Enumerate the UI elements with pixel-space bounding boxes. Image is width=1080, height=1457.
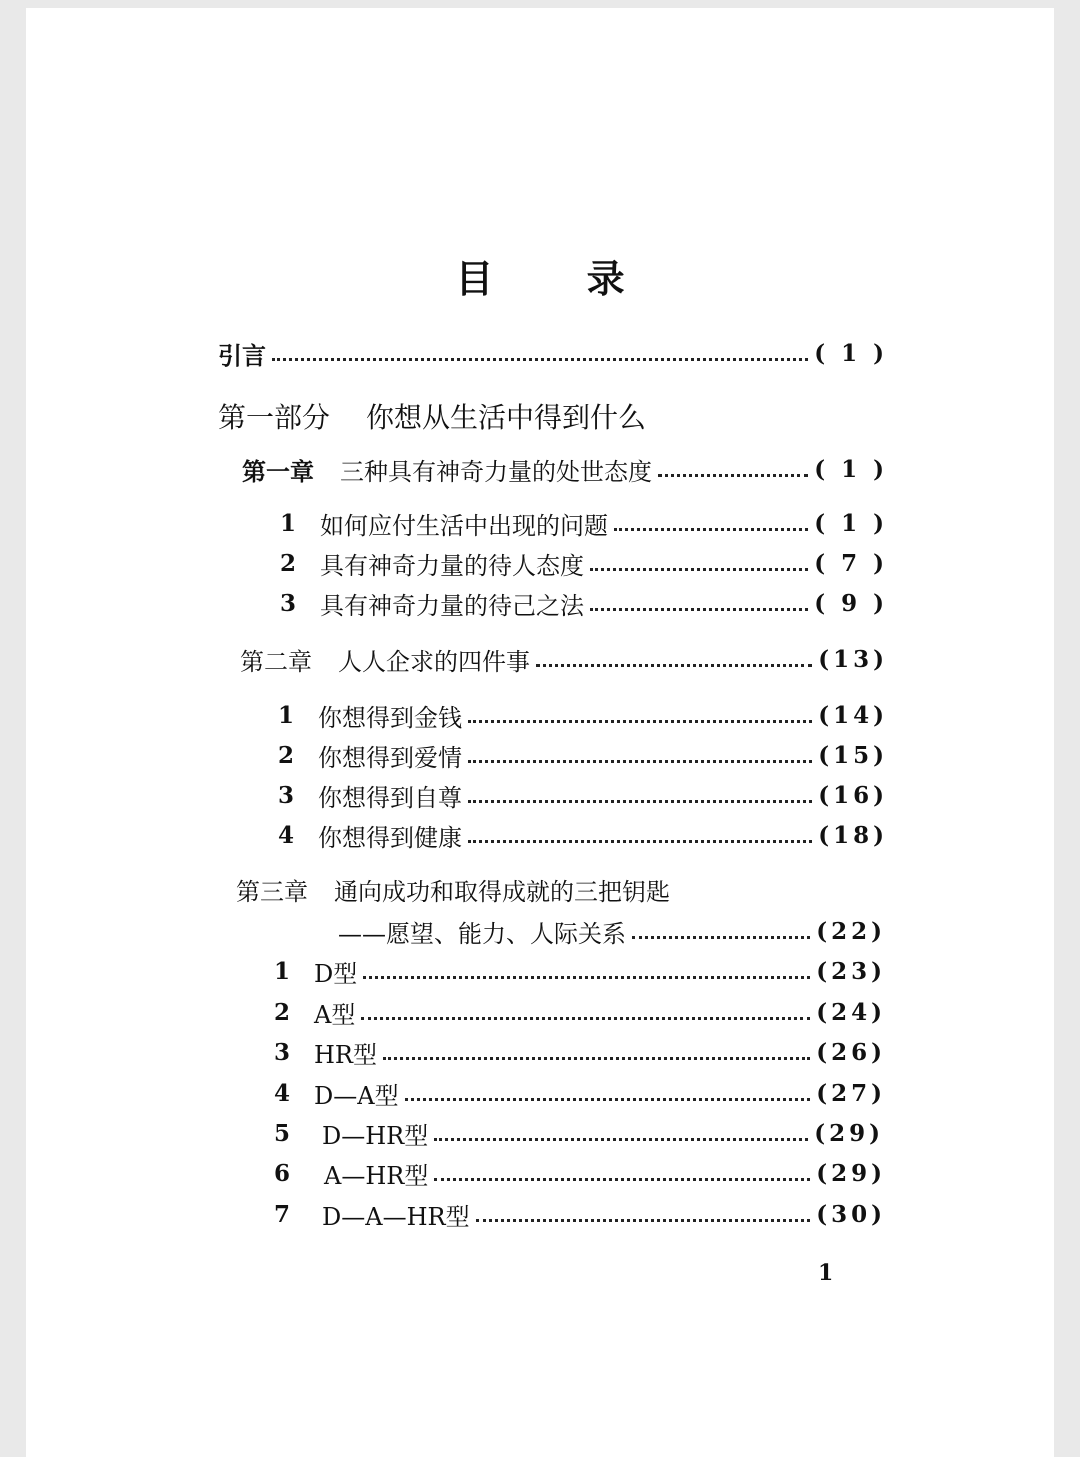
toc-entry-3-2[interactable] xyxy=(274,995,886,1029)
document-page xyxy=(26,8,1054,1457)
page-ref: (22) xyxy=(816,917,886,945)
dot-leader xyxy=(383,1053,810,1060)
dot-leader xyxy=(434,1174,810,1181)
toc-entry-intro[interactable] xyxy=(218,336,888,370)
dot-leader xyxy=(590,604,808,611)
toc-entry-chapter-3-subtitle[interactable] xyxy=(338,914,886,948)
page-ref: (23) xyxy=(816,957,886,985)
page-ref: ( 1 ) xyxy=(814,455,888,483)
entry-label: 引言 xyxy=(218,340,266,370)
toc-entry-3-6[interactable] xyxy=(274,1156,886,1190)
chapter-prefix: 第一章 xyxy=(242,456,314,486)
dot-leader xyxy=(614,524,808,531)
page-ref: ( 7 ) xyxy=(814,549,888,577)
page-ref: (24) xyxy=(816,998,886,1026)
page-ref: (29) xyxy=(814,1119,884,1147)
item-number: 2 xyxy=(278,741,295,769)
dot-leader xyxy=(363,972,810,979)
part-prefix: 第一部分 xyxy=(218,401,331,434)
chapter-title: 人人企求的四件事 xyxy=(338,647,530,676)
item-label: D—A—HR型 xyxy=(322,1202,470,1231)
item-label: 如何应付生活中出现的问题 xyxy=(320,511,608,540)
item-number: 1 xyxy=(274,957,291,985)
toc-entry-chapter-1[interactable] xyxy=(242,452,888,486)
item-number: 4 xyxy=(278,821,295,849)
dot-leader xyxy=(468,796,812,803)
page-ref: (14) xyxy=(818,701,888,729)
toc-entry-3-3[interactable] xyxy=(274,1035,886,1069)
toc-entry-1-1[interactable] xyxy=(280,506,888,540)
item-number: 2 xyxy=(280,549,297,577)
toc-entry-3-4[interactable] xyxy=(274,1076,886,1110)
dot-leader xyxy=(468,756,812,763)
item-number: 7 xyxy=(274,1200,291,1228)
item-number: 1 xyxy=(280,509,297,537)
chapter-subtitle: ——愿望、能力、人际关系 xyxy=(338,919,626,948)
item-label: A—HR型 xyxy=(324,1161,429,1190)
toc-entry-chapter-2[interactable] xyxy=(240,642,888,676)
page-number: 1 xyxy=(818,1260,834,1286)
toc-entry-2-3[interactable] xyxy=(278,778,888,812)
dot-leader xyxy=(361,1013,810,1020)
item-label: D—HR型 xyxy=(322,1121,429,1150)
page-ref: (30) xyxy=(816,1200,886,1228)
part-heading xyxy=(218,396,888,436)
part-title: 你想从生活中得到什么 xyxy=(366,401,647,434)
item-label: 具有神奇力量的待己之法 xyxy=(320,591,584,620)
page-ref: ( 9 ) xyxy=(814,589,888,617)
toc-entry-chapter-3[interactable] xyxy=(236,872,886,906)
item-label: D型 xyxy=(314,959,358,988)
dot-leader xyxy=(272,354,808,361)
page-ref: (13) xyxy=(818,645,888,673)
toc-entry-3-5[interactable] xyxy=(274,1116,884,1150)
item-label: 具有神奇力量的待人态度 xyxy=(320,551,584,580)
item-label: D—A型 xyxy=(314,1081,399,1110)
toc-title: 目 录 xyxy=(455,256,665,301)
dot-leader xyxy=(536,660,812,667)
toc-entry-3-1[interactable] xyxy=(274,954,886,988)
page-ref: (27) xyxy=(816,1079,886,1107)
item-number: 5 xyxy=(274,1119,291,1147)
page-ref: (29) xyxy=(816,1159,886,1187)
dot-leader xyxy=(476,1215,811,1222)
dot-leader xyxy=(590,564,808,571)
dot-leader xyxy=(468,716,812,723)
item-label: 你想得到自尊 xyxy=(318,783,462,812)
toc-entry-2-2[interactable] xyxy=(278,738,888,772)
page-ref: ( 1 ) xyxy=(814,339,888,367)
item-number: 1 xyxy=(278,701,295,729)
item-label: 你想得到健康 xyxy=(318,823,462,852)
chapter-title: 三种具有神奇力量的处世态度 xyxy=(340,457,652,486)
toc-entry-3-7[interactable] xyxy=(274,1197,886,1231)
item-number: 3 xyxy=(274,1038,291,1066)
item-label: 你想得到金钱 xyxy=(318,703,462,732)
toc-entry-1-3[interactable] xyxy=(280,586,888,620)
page-ref: (18) xyxy=(818,821,888,849)
item-label: A型 xyxy=(314,1000,356,1029)
dot-leader xyxy=(468,836,812,843)
item-label: HR型 xyxy=(314,1040,377,1069)
page-ref: (26) xyxy=(816,1038,886,1066)
toc-entry-2-4[interactable] xyxy=(278,818,888,852)
item-number: 3 xyxy=(280,589,297,617)
dot-leader xyxy=(658,470,808,477)
dot-leader xyxy=(632,932,810,939)
page-ref: (15) xyxy=(818,741,888,769)
toc-entry-1-2[interactable] xyxy=(280,546,888,580)
toc-entry-2-1[interactable] xyxy=(278,698,888,732)
dot-leader xyxy=(434,1134,808,1141)
item-number: 3 xyxy=(278,781,295,809)
item-label: 你想得到爱情 xyxy=(318,743,462,772)
item-number: 6 xyxy=(274,1159,291,1187)
chapter-prefix: 第三章 xyxy=(236,877,308,906)
page-ref: ( 1 ) xyxy=(814,509,888,537)
chapter-title: 通向成功和取得成就的三把钥匙 xyxy=(334,877,670,906)
item-number: 2 xyxy=(274,998,291,1026)
item-number: 4 xyxy=(274,1079,291,1107)
page-ref: (16) xyxy=(818,781,888,809)
chapter-prefix: 第二章 xyxy=(240,647,312,676)
dot-leader xyxy=(405,1094,811,1101)
